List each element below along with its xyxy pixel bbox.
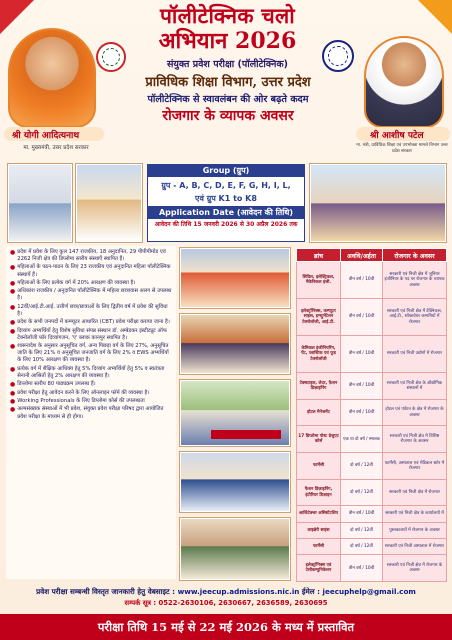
table-cell: सरकारी एवं निजी क्षेत्र में रोजगार [383, 479, 447, 506]
table-cell: दो वर्ष / 12वीं [341, 522, 383, 538]
table-cell: आर्किटेक्चर असिस्टेंटशिप [297, 506, 341, 522]
website-link[interactable]: www.jeecup.admissions.nic.in [177, 587, 300, 596]
list-item: ● प्रवेश परीक्षा हेतु आवेदन करने के लिए ऑनलाइन फॉर्म की व्यवस्था है। [10, 389, 150, 397]
table-cell: सरकारी एवं निजी क्षेत्र में जूनियर इंजीनियर के पद पर रोजगार के व्यापक अवसर [383, 262, 447, 299]
table-cell: सरकारी एवं निजी अस्पताल में रोजगार [383, 538, 447, 554]
group-heading: Group (ग्रुप) [148, 165, 304, 177]
footer-contact [0, 586, 452, 612]
table-cell: सरकारी एवं निजी क्षेत्र में विशिष्ट रोजगार के अवसर [383, 426, 447, 453]
exam-date-banner: परीक्षा तिथि 15 मई से 22 मई 2026 के मध्य में प्रस्तावित [0, 614, 452, 640]
photo-auditorium [180, 314, 290, 374]
left-person-name: श्री योगी आदित्यनाथ [12, 131, 80, 141]
column-header: अवधि/अर्हता [341, 249, 383, 262]
contact-label: सम्पर्क सूत्र : [124, 599, 157, 607]
table-cell: तीन वर्ष / 10वीं [341, 555, 383, 582]
table-row [297, 506, 447, 522]
group-line-2: एवं ग्रुप K1 to K8 [195, 194, 257, 203]
table-cell: सिविल, इलेक्ट्रिकल, मैकेनिकल इंजी. [297, 262, 341, 299]
footer-web-line [0, 586, 452, 598]
table-row [297, 426, 447, 453]
list-item: ● 12वीं/आई.टी.आई. उत्तीर्ण छात्र/छात्राओं के लिए द्वितीय वर्ष में प्रवेश की सुविधा है। [10, 303, 168, 317]
table-row [297, 399, 447, 426]
table-cell: फार्मेसी [297, 453, 341, 480]
up-govt-emblem-icon [96, 42, 126, 72]
table-cell: तीन वर्ष / 10वीं [341, 373, 383, 400]
column-header: रोजगार के अवसर [383, 249, 447, 262]
table-cell: सरकारी एवं निजी क्षेत्र में टेक्निकल, आई.टी., सॉफ्टवेयर कम्पनियों में रोजगार [383, 299, 447, 336]
tagline-slogan: पॉलीटेक्निक से स्वावलंबन की ओर बढ़ते कदम [147, 94, 309, 105]
contact-numbers: 0522-2630106, 2630667, 2636589, 2630695 [158, 599, 328, 607]
table-cell: पुस्तकालयों में रोजगार के अवसर [383, 522, 447, 538]
email-link[interactable]: jeecuphelp@gmail.com [322, 587, 416, 596]
list-item: ● डिप्लोमा स्तरीय 80 पाठ्यक्रम उपलब्ध हैं। [10, 381, 96, 389]
table-cell: दो वर्ष / 12वीं [341, 479, 383, 506]
table-cell: सरकारी एवं निजी क्षेत्र के औद्योगिक संस्थानों में [383, 373, 447, 400]
table-cell: लाइब्रेरी साइंस [297, 522, 341, 538]
title-line-1: पॉलीटेक्निक चलो [159, 3, 296, 28]
right-portrait [364, 36, 444, 128]
table-cell: तीन वर्ष / 10वीं [341, 299, 383, 336]
list-item: ● अल्पसंख्यक संस्थाओं में भी प्रवेश, संयुक्त प्रवेश परीक्षा परिषद द्वारा आयोजित प्रवेश परीक्षा के माध्यम से ही होगा। [10, 406, 164, 420]
list-item: ● अधिकांश राजकीय / अनुदानित पॉलीटेक्निक में महिला छात्रावास अलग से उपलब्ध है। [10, 288, 172, 302]
table-cell: तीन वर्ष / 10वीं [341, 262, 383, 299]
footer-contact-line [0, 598, 452, 609]
table-cell: एक या दो वर्ष / स्नातक [341, 426, 383, 453]
list-item: ● महिलाओं के लिए प्रत्येक वर्ग में 20% आरक्षण की व्यवस्था है। [10, 279, 136, 287]
list-item: ● महिलाओं के पठन-पाठन के लिए 23 राजकीय एवं अनुदानित महिला पॉलीटेक्निक संस्थायें हैं। [10, 264, 171, 278]
table-cell: फार्मेसी, अस्पताल एवं मेडिकल स्टोर में रोजगार [383, 453, 447, 480]
left-person-title: मा. मुख्यमंत्री, उत्तर प्रदेश सरकार [23, 145, 89, 151]
group-line-1: ग्रुप - A, B, C, D, E, F, G, H, I, L, [161, 181, 291, 190]
table-row [297, 555, 447, 582]
list-item: ● Working Professionals के लिए डिप्लोमा कोर्स की उपलब्धता [10, 398, 145, 406]
application-date-heading: Application Date (आवेदन की तिथि) [148, 206, 304, 219]
tagline-exam: संयुक्त प्रवेश परीक्षा (पॉलीटेक्निक) [167, 59, 288, 70]
tagline-employment: रोजगार के व्यापक अवसर [162, 108, 294, 124]
column-header: ब्रांच [297, 249, 341, 262]
table-cell: 17 डिप्लोमा पोस्ट ग्रेजुएट कोर्स [297, 426, 341, 453]
photo-caption-badge [211, 430, 281, 439]
website-label: प्रवेश परीक्षा सम्बन्धी विस्तृत जानकारी हेतु वेबसाइट : [36, 587, 176, 596]
header [0, 0, 452, 160]
list-item: ● प्रत्येक वर्ग में शैक्षिक आधिक्य हेतु 5% दिव्यांग अभ्यर्थियों हेतु 5% व स्वतंत्रता सेनानी आश्रितों हेतु 2% आरक्षण की व्यवस्था है। [10, 365, 165, 379]
jeecup-logo-icon [322, 40, 354, 72]
table-cell: इलेक्ट्रॉनिक्स एवं टेलीकम्युनिकेशन [297, 555, 341, 582]
table-row [297, 262, 447, 299]
table-cell: दो वर्ष / 12वीं [341, 453, 383, 480]
list-item: ● प्रदेश के सभी जनपदों में कम्प्यूटर आधारित (CBT) प्रवेश परीक्षा कराया जाना है। [10, 319, 170, 327]
table-row [297, 538, 447, 554]
photo-group-award [180, 380, 290, 446]
table-cell: टेक्सटाइल, लेदर, फ़ैशन डिज़ाइनिंग [297, 373, 341, 400]
table-cell: होटल मैनेजमेंट [297, 399, 341, 426]
table-header-row [297, 249, 447, 262]
table-cell: सरकारी एवं निजी उद्योगों में रोजगार [383, 336, 447, 373]
table-cell: फार्मेसी [297, 538, 341, 554]
email-label: ईमेल : [301, 587, 320, 596]
photo-felicitation [180, 248, 290, 308]
right-person-name: श्री आशीष पटेल [370, 131, 424, 141]
table-cell: तीन वर्ष / 10वीं [341, 336, 383, 373]
table-cell: तीन वर्ष / 10वीं [341, 506, 383, 522]
photo-students-group [180, 452, 290, 512]
photo-classroom [180, 518, 290, 580]
photo-ceremony [310, 164, 446, 242]
application-date-text: आवेदन की तिथि 15 जनवरी 2026 से 30 अप्रैल 2026 तक [154, 221, 298, 228]
table-cell: होटल एवं पर्यटन के क्षेत्र में रोजगार के अवसर [383, 399, 447, 426]
table-row [297, 336, 447, 373]
table-cell: केमिकल इंजीनियरिंग, पेंट, प्लास्टिक एवं फूड टेक्नोलॉजी [297, 336, 341, 373]
table-cell: दो वर्ष / 12वीं [341, 538, 383, 554]
photo-computer-lab [76, 164, 142, 242]
table-cell: फैशन डिज़ाइनिंग, इंटीरियर डिज़ाइन [297, 479, 341, 506]
list-item: ● शासनादेश के अनुसार अनुसूचित वर्ग, अन्य पिछड़ा वर्ग के लिए 27%, अनुसूचित जाति के लिए 21% व अनुसूचित जनजाति वर्ग के लिए 2% व EWS अभ्यर्थियों के लिए 10% आरक्षण की व्यवस्था है। [10, 343, 169, 364]
table-row [297, 453, 447, 480]
tagline-department: प्राविधिक शिक्षा विभाग, उत्तर प्रदेश [145, 75, 311, 90]
table-cell: तीन वर्ष / 10वीं [341, 399, 383, 426]
branch-table [296, 248, 447, 582]
table-row [297, 479, 447, 506]
info-bullet-list [6, 246, 176, 579]
table-cell: सरकारी एवं निजी क्षेत्र के कार्यालयों में [383, 506, 447, 522]
list-item: ● प्रदेश में प्रवेश के लिए कुल 147 राजकीय, 18 अनुदानित, 29 पीपीपीमोड एवं 2262 निजी क्षेत्र की डिप्लोमा स्तरीय संस्थाएँ स्थापित हैं। [10, 249, 166, 263]
left-portrait [8, 28, 96, 128]
table-cell: इलेक्ट्रॉनिक्स, कम्प्यूटर साइंस, इन्स्ट्रूमेंटेशन टेक्नोलॉजी, आई.टी. [297, 299, 341, 336]
table-row [297, 522, 447, 538]
table-cell: सरकारी एवं निजी क्षेत्र में रोजगार के अवसर [383, 555, 447, 582]
photo-lab-students [8, 164, 72, 242]
list-item: ● दिव्यांग अभ्यर्थियों हेतु विशेष सुविधा संपन्न संस्थान डॉ. अम्बेडकर इंस्टीट्यूट ऑफ टेक्नोलॉजी फॉर दिव्यांगजन, 'ए' ब्लाक कानपुर स्थापित है। [10, 327, 167, 341]
table-row [297, 299, 447, 336]
right-person-title: मा. मंत्री, प्राविधिक शिक्षा एवं उपभोक्ता मामले विभाग उत्तर प्रदेश सरकार [356, 143, 448, 154]
group-info-box [147, 164, 305, 242]
title-line-2: अभियान 2026 [158, 28, 297, 54]
table-row [297, 373, 447, 400]
